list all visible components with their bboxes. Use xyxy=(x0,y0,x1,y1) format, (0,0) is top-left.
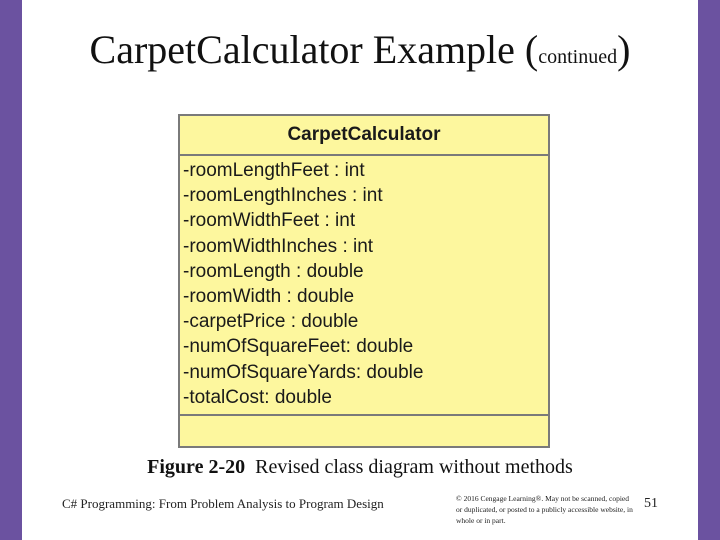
uml-attributes-compartment xyxy=(180,156,548,416)
uml-attribute: -numOfSquareYards: double xyxy=(183,361,424,383)
title-paren-open: ( xyxy=(524,27,539,72)
figure-label: Figure 2-20 xyxy=(147,456,246,478)
uml-attribute: -roomLengthFeet : int xyxy=(183,160,365,181)
slide-title xyxy=(22,26,698,73)
uml-attribute: -roomWidthInches : int xyxy=(183,235,374,257)
slide-title-main: CarpetCalculator Example xyxy=(89,27,515,72)
title-paren-close: ) xyxy=(617,27,631,72)
footer-copyright: © 2016 Cengage Learning®. May not be scanned, copied or duplicated, or posted to a publicly accessible website, in whole or in part. xyxy=(456,494,633,525)
uml-attribute: -roomLengthInches : int xyxy=(183,185,383,207)
figure-caption xyxy=(22,456,698,479)
right-side-bar xyxy=(698,0,720,540)
left-side-bar xyxy=(0,0,22,540)
uml-attribute: -carpetPrice : double xyxy=(183,311,359,333)
footer-book-title: C# Programming: From Problem Analysis to Program Design xyxy=(62,496,384,511)
uml-attribute: -roomWidthFeet : int xyxy=(183,210,356,232)
figure-text: Revised class diagram without methods xyxy=(255,456,573,478)
page-number: 51 xyxy=(644,496,658,511)
uml-attribute: -roomWidth : double xyxy=(183,286,355,308)
uml-class-name: CarpetCalculator xyxy=(180,116,548,156)
uml-attribute: -totalCost: double xyxy=(183,386,332,408)
uml-attribute: -roomLength : double xyxy=(183,260,364,282)
uml-attribute: -numOfSquareFeet: double xyxy=(183,336,414,358)
title-continued: continued xyxy=(538,46,618,68)
uml-class-box xyxy=(178,114,550,448)
